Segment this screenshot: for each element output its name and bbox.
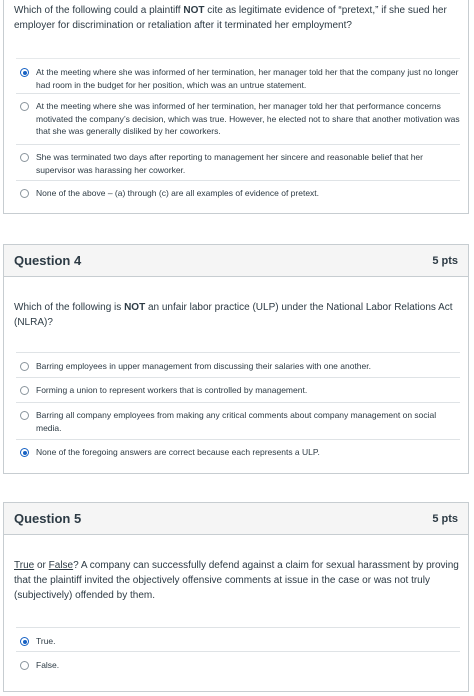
question-title: Question 5 <box>14 511 82 526</box>
q3-answer-c[interactable] <box>16 144 460 178</box>
radio-icon[interactable] <box>20 386 29 395</box>
question-4-header <box>4 245 468 277</box>
radio-selected-icon[interactable] <box>20 68 29 77</box>
radio-icon[interactable] <box>20 362 29 371</box>
question-4-card <box>3 244 469 474</box>
q3-answer-a[interactable] <box>16 58 460 91</box>
q5-answer-true[interactable] <box>16 627 460 651</box>
radio-icon[interactable] <box>20 153 29 162</box>
q4-answer-a[interactable] <box>16 352 460 376</box>
radio-icon[interactable] <box>20 102 29 111</box>
question-points: 5 pts <box>432 254 458 267</box>
q3-answer-a-label: At the meeting where she was informed of her termination, her manager told her that the company just no longer had room in the budget for her position, which was an untrue statement. <box>36 67 459 90</box>
q5-answer-false-label: False. <box>36 660 60 670</box>
radio-icon[interactable] <box>20 411 29 420</box>
question-4-text: Which of the following is NOT an unfair labor practice (ULP) under the National Labor Relations Act (NLRA)? <box>14 302 453 328</box>
q3-answer-d-label: None of the above – (a) through (c) are all examples of evidence of pretext. <box>36 188 320 198</box>
radio-icon[interactable] <box>20 189 29 198</box>
q3-answer-d[interactable] <box>16 180 460 204</box>
q3-answer-c-label: She was terminated two days after reporting to management her sincere and reasonable belief that her supervisor was harassing her coworker. <box>36 152 423 175</box>
radio-selected-icon[interactable] <box>20 637 29 646</box>
q4-answer-b[interactable] <box>16 377 460 401</box>
q4-answer-a-label: Barring employees in upper management from discussing their salaries with one another. <box>36 361 371 371</box>
question-5-text: True or False? A company can successfully defend against a claim for sexual harassment by proving that the plaintiff invited the objectively offensive comments at issue in the case or was not truly (subjectively) offended by them. <box>14 560 459 601</box>
q3-answer-b-label: At the meeting where she was informed of her termination, her manager told her that performance concerns motivated the company’s decision, which was true. However, he elected not to share that another motivation was that she was generally disliked by her coworkers. <box>36 101 460 136</box>
q3-answer-b[interactable] <box>16 93 460 141</box>
question-3-text: Which of the following could a plaintiff NOT cite as legitimate evidence of “pretext,” if she sued her employer for discrimination or retaliation after it terminated her employment? <box>14 5 447 31</box>
q4-answer-b-label: Forming a union to represent workers that is controlled by management. <box>36 385 308 395</box>
q4-answer-c-label: Barring all company employees from making any critical comments about company management on social media. <box>36 410 437 433</box>
q4-answer-d[interactable] <box>16 439 460 463</box>
question-3-card <box>3 0 469 214</box>
radio-selected-icon[interactable] <box>20 448 29 457</box>
q5-answer-true-label: True. <box>36 636 56 646</box>
question-title: Question 4 <box>14 253 82 268</box>
q4-answer-d-label: None of the foregoing answers are correct because each represents a ULP. <box>36 447 320 457</box>
question-5-header <box>4 503 468 535</box>
q4-answer-c[interactable] <box>16 402 460 438</box>
question-points: 5 pts <box>432 512 458 525</box>
radio-icon[interactable] <box>20 661 29 670</box>
question-5-card <box>3 502 469 692</box>
q5-answer-false[interactable] <box>16 651 460 675</box>
